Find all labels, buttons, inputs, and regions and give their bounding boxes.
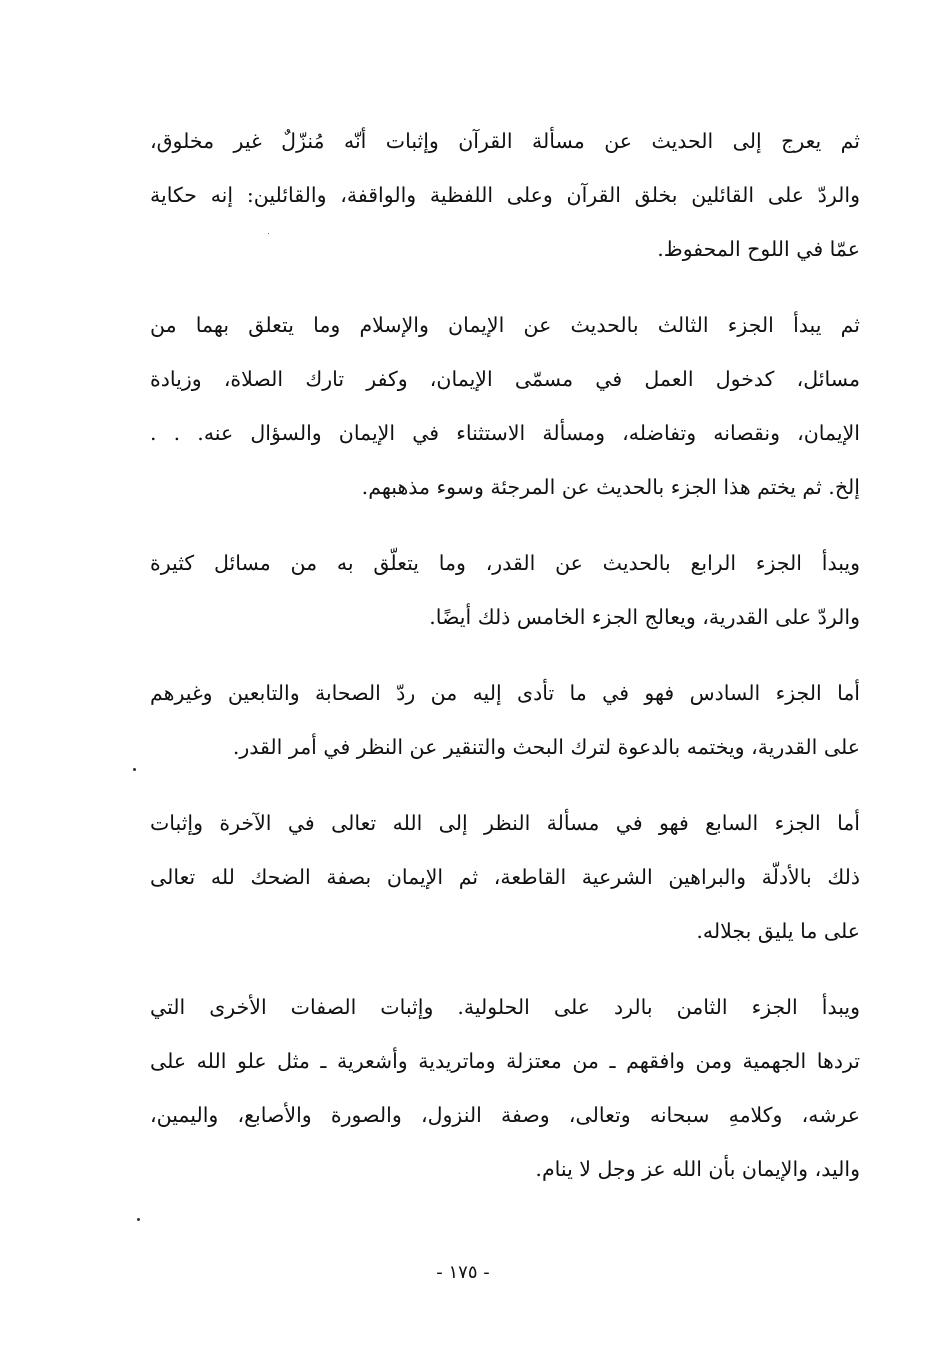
text-line: ثم يعرج إلى الحديث عن مسألة القرآن وإثبات أنّه مُنزّلٌ غير مخلوق، — [150, 129, 860, 153]
paragraph-part-seven — [150, 796, 860, 958]
paragraph-part-eight — [150, 980, 860, 1196]
text-line: مسائل، كدخول العمل في مسمّى الإيمان، وكفر تارك الصلاة، وزيادة — [150, 367, 860, 391]
scan-speck — [133, 768, 136, 771]
paragraph-quran — [150, 114, 860, 276]
body-text — [150, 114, 860, 1218]
text-line: أما الجزء السابع فهو في مسألة النظر إلى الله تعالى في الآخرة وإثبات — [150, 811, 860, 835]
text-line: واليد، والإيمان بأن الله عز وجل لا ينام. — [535, 1157, 860, 1181]
text-line: على القدرية، ويختمه بالدعوة لترك البحث والتنقير عن النظر في أمر القدر. — [232, 735, 860, 759]
text-line: ويبدأ الجزء الرابع بالحديث عن القدر، وما يتعلّق به من مسائل كثيرة — [150, 551, 860, 575]
text-line: والردّ على القائلين بخلق القرآن وعلى اللفظية والواقفة، والقائلين: إنه حكاية — [150, 183, 860, 207]
paragraph-part-four — [150, 536, 860, 644]
text-line: على ما يليق بجلاله. — [696, 919, 860, 943]
text-line: إلخ. ثم يختم هذا الجزء بالحديث عن المرجئة وسوء مذهبهم. — [361, 475, 860, 499]
text-line: الإيمان، ونقصانه وتفاضله، ومسألة الاستثناء في الإيمان والسؤال عنه. . . — [150, 421, 860, 445]
text-line: أما الجزء السادس فهو في ما تأدى إليه من ردّ الصحابة والتابعين وغيرهم — [150, 681, 860, 705]
text-line: عمّا في اللوح المحفوظ. — [657, 237, 860, 261]
scan-speck — [268, 233, 269, 234]
paragraph-part-three — [150, 298, 860, 514]
text-line: عرشه، وكلامهِ سبحانه وتعالى، وصفة النزول، والصورة والأصابع، واليمين، — [150, 1103, 860, 1127]
text-line: والردّ على القدرية، ويعالج الجزء الخامس ذلك أيضًا. — [429, 605, 860, 629]
paragraph-part-six — [150, 666, 860, 774]
text-line: ذلك بالأدلّة والبراهين الشرعية القاطعة، ثم الإيمان بصفة الضحك لله تعالى — [150, 865, 860, 889]
text-line: ويبدأ الجزء الثامن بالرد على الحلولية. وإثبات الصفات الأخرى التي — [150, 995, 860, 1019]
text-line: تردها الجهمية ومن وافقهم ـ من معتزلة وماتريدية وأشعرية ـ مثل علو الله على — [150, 1049, 860, 1073]
text-line: ثم يبدأ الجزء الثالث بالحديث عن الإيمان والإسلام وما يتعلق بهما من — [150, 313, 860, 337]
scan-speck — [137, 1218, 140, 1221]
page-number: - ١٧٥ - — [436, 1262, 490, 1283]
